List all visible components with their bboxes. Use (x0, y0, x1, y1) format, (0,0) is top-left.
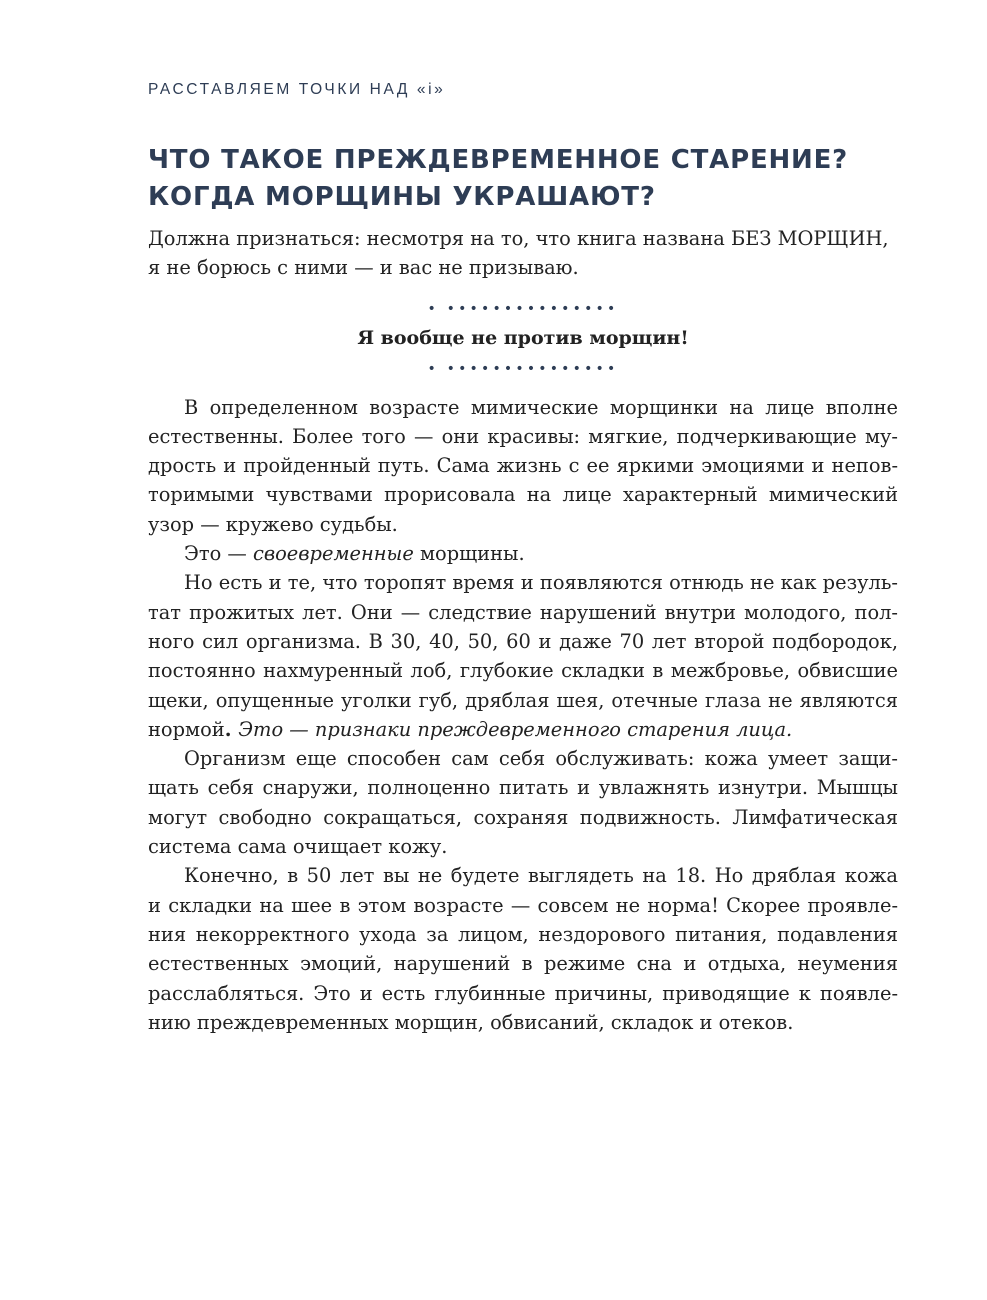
paragraph-line: торимыми чувствами прорисовала на лице характерный мимический (148, 483, 898, 507)
paragraph-line: щать себя снаружи, полноценно питать и увлажнять изнутри. Мышцы (148, 776, 898, 800)
paragraph-line: Но есть и те, что торопят время и появляются отнюдь не как резуль- (184, 571, 898, 595)
paragraph-3-last-before: нормой (148, 717, 225, 741)
intro-line-2: я не борюсь с ними — и вас не призываю. (148, 256, 579, 280)
paragraph-3-italic: Это — признаки преждевременного старения лица. (238, 717, 793, 741)
paragraph-line: щеки, опущенные уголки губ, дряблая шея, отечные глаза не являются (148, 688, 898, 712)
callout-box (148, 297, 898, 381)
paragraph-line: и складки на шее в этом возрасте — совсем не норма! Скорее проявле- (148, 893, 898, 917)
running-head: РАССТАВЛЯЕМ ТОЧКИ НАД «i» (148, 81, 446, 98)
paragraph-line: узор — кружево судьбы. (148, 512, 398, 536)
paragraph-2-italic: своевременные (252, 542, 414, 566)
paragraph-2-after: морщины. (413, 542, 525, 566)
dots-divider-bottom: • ••••••••••••••• (427, 360, 619, 377)
paragraph-line: естественных эмоций, нарушений в режиме сна и отдыха, неумения (148, 952, 898, 976)
paragraph-line: ния некорректного ухода за лицом, нездорового питания, подавления (148, 922, 898, 946)
callout-text: Я вообще не против морщин! (357, 326, 689, 349)
paragraph-line: тат прожитых лет. Они — следствие нарушений внутри молодого, пол- (148, 600, 898, 624)
intro-line-1: Должна признаться: несмотря на то, что книга названа БЕЗ МОРЩИН, (148, 227, 889, 250)
body-paragraphs (148, 393, 898, 1038)
paragraph-line: система сама очищает кожу. (148, 835, 448, 859)
paragraph-5 (148, 861, 898, 1037)
paragraph-3 (148, 568, 898, 744)
paragraph-3-bold-dot: . (224, 717, 239, 741)
paragraph-line: В определенном возрасте мимические морщинки на лице вполне (184, 395, 898, 419)
paragraph-line (148, 715, 898, 744)
paragraph-line: постоянно нахмуренный лоб, глубокие складки в межбровье, обвисшие (148, 659, 898, 683)
paragraph-line: Организм еще способен сам себя обслуживать: кожа умеет защи- (184, 747, 898, 771)
paragraph-2-before: Это — (184, 542, 253, 566)
paragraph-2 (148, 539, 898, 568)
paragraph-line: ного сил организма. В 30, 40, 50, 60 и даже 70 лет второй подбородок, (148, 629, 898, 653)
paragraph-line: Конечно, в 50 лет вы не будете выглядеть на 18. Но дряблая кожа (184, 864, 898, 888)
paragraph-line: могут свободно сокращаться, сохраняя подвижность. Лимфатическая (148, 805, 898, 829)
paragraph-line: расслабляться. Это и есть глубинные причины, приводящие к появле- (148, 981, 898, 1005)
intro-paragraph (148, 224, 898, 283)
paragraph-1 (148, 393, 898, 539)
dots-divider-top: • ••••••••••••••• (427, 300, 619, 317)
paragraph-line: нию преждевременных морщин, обвисаний, складок и отеков. (148, 1010, 794, 1034)
paragraph-line: дрость и пройденный путь. Сама жизнь с ее яркими эмоциями и непов- (148, 454, 898, 478)
chapter-title-line-1: ЧТО ТАКОЕ ПРЕЖДЕВРЕМЕННОЕ СТАРЕНИЕ? (148, 145, 849, 175)
book-page (148, 78, 898, 1037)
chapter-title-line-2: КОГДА МОРЩИНЫ УКРАШАЮТ? (148, 182, 656, 212)
paragraph-line (148, 539, 898, 568)
paragraph-line: естественны. Более того — они красивы: мягкие, подчеркивающие му- (148, 424, 898, 448)
paragraph-4 (148, 744, 898, 861)
chapter-title (148, 142, 898, 216)
